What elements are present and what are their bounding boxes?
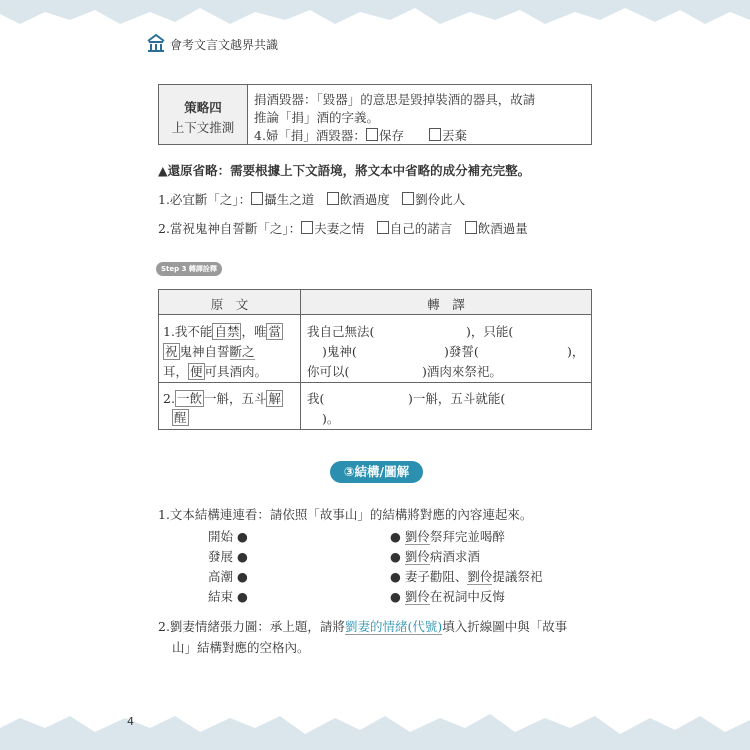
match-right-3-dot[interactable]: ● [390,569,405,584]
match-right-1-dot[interactable]: ● [390,529,405,544]
t1-line1-b: )，只能( [466,324,514,339]
r1-text-a: 1.我不能 [163,324,213,339]
restore-q1-prefix: 1.必宜斷「之」： [158,192,252,207]
step3-badge: Step 3 轉譯詮釋 [156,262,222,276]
checkbox-q1-opt2[interactable] [327,192,339,205]
section3-title: ③結構/圖解 [330,461,423,483]
checkbox-keep[interactable] [366,128,378,141]
tension-question-line2: 山」結構對應的空格內。 [172,640,310,655]
strategy-q4-opt2: 丟棄 [441,128,467,143]
r1-box-bian: 便 [190,364,203,379]
match-right-3-name: 劉伶 [467,569,493,584]
r1-box-dang: 當 [268,324,281,339]
match-right-3-post: 提議祭祀 [492,569,543,584]
match-right-1-name: 劉伶 [404,529,430,544]
tension-line1-c: 填入折線圖中與「故事 [442,619,568,634]
header-title: 會考文言文越界共識 [170,38,279,52]
row2-original-line2 [172,409,189,426]
strategy-text-line2: 推論「捐」酒的字義。 [254,110,380,125]
table-header-original-label: 原 文 [210,297,249,312]
checkbox-q1-opt3[interactable] [402,192,414,205]
match-left-1-label: 開始 [208,529,234,544]
match-left-2-label: 發展 [208,549,234,564]
match-left-4 [208,587,248,605]
r2-text-a: 2. [163,391,175,406]
table-header-translation-label: 轉 譯 [427,297,465,312]
match-left-2-dot[interactable]: ● [237,549,248,564]
t1-line2-c: )， [567,344,585,359]
q1-option-3: 劉伶此人 [415,192,466,207]
match-question: 1.文本結構連連看：請依照「故事山」的結構將對應的內容連起來。 [158,507,533,522]
match-left-3 [208,567,248,585]
row1-original-line1 [163,322,283,340]
bottom-wave-band [0,706,750,750]
q1-option-1: 攝生之道 [264,192,315,207]
r1-text-b: ，唯 [241,324,267,339]
match-left-1 [208,527,248,545]
match-right-3 [390,567,542,585]
strategy-label-cell [158,84,248,145]
strategy-q4 [254,126,467,144]
row1-original-line2 [163,342,255,360]
q1-option-2: 飲酒過度 [339,192,390,207]
top-wave-band [0,0,750,34]
restore-q2 [158,219,528,237]
strategy-label-top: 策略四 [184,100,222,115]
tension-line1-a: 2.劉妻情緒張力圖：承上題，請將 [158,619,345,634]
strategy-text-line1: 捐酒毀器：「毀器」的意思是毀掉裝酒的器具，故請 [254,92,536,107]
row2-original-line1 [163,389,283,407]
r2-text-b: 一斛，五斗 [203,391,267,406]
tension-question-line1 [158,617,567,635]
match-left-4-label: 結束 [208,589,234,604]
r1-text-e: 耳， [163,364,189,379]
r1-text-f: 可具酒肉。 [204,364,268,379]
match-left-3-dot[interactable]: ● [237,569,248,584]
checkbox-q2-opt3[interactable] [465,221,477,234]
match-right-2-dot[interactable]: ● [390,549,405,564]
r1-box-zhu: 祝 [165,344,178,359]
r1-box-zijin: 自禁 [214,324,240,339]
match-right-3-pre: 妻子勸阻、 [404,569,468,584]
row1-original-line3 [163,362,267,380]
t1-line3-b: )酒肉來祭祀。 [422,364,502,379]
checkbox-discard[interactable] [429,128,441,141]
r1-underline-duanzhi: 斷之 [229,344,255,359]
t1-line2-a: )鬼神( [322,344,357,359]
match-right-4-post: 在祝詞中反悔 [429,589,505,604]
match-left-2 [208,547,248,565]
match-right-1 [390,527,505,545]
t1-line3-a: 你可以( [307,364,350,379]
strategy-q4-opt1: 保存 [378,128,404,143]
t2-line1-b: )一斛，五斗就能( [408,391,506,406]
restore-q2-prefix: 2.當祝鬼神自誓斷「之」： [158,221,302,236]
tension-line1-highlight: 劉妻的情緒(代號) [344,619,443,634]
match-left-3-label: 高潮 [208,569,234,584]
t1-line1-a: 我自己無法( [307,324,375,339]
restore-heading: ▲還原省略：需要根據上下文語境，將文本中省略的成分補充完整。 [158,163,531,178]
match-right-2-name: 劉伶 [404,549,430,564]
match-left-4-dot[interactable]: ● [237,589,248,604]
match-right-4-name: 劉伶 [404,589,430,604]
table-header-translation [300,289,592,315]
match-right-4-dot[interactable]: ● [390,589,405,604]
match-right-2 [390,547,480,565]
strategy-q4-prefix: 4.婦「捐」酒毀器： [254,128,366,143]
r1-text-d: 鬼神自誓 [179,344,230,359]
building-icon [146,33,166,53]
page-number: 4 [127,715,134,728]
table-header-original [158,289,301,315]
checkbox-q2-opt1[interactable] [301,221,313,234]
t2-line1-a: 我( [307,391,325,406]
q2-option-1: 夫妻之情 [314,221,365,236]
match-right-4 [390,587,505,605]
t1-line2-b: )發誓( [444,344,479,359]
match-right-1-post: 祭拜完並喝醉 [429,529,505,544]
match-right-2-post: 病酒求酒 [429,549,480,564]
r2-box-cheng: 酲 [174,410,187,425]
r2-box-jie: 解 [268,391,281,406]
strategy-label-bottom: 上下文推測 [171,120,235,135]
match-left-1-dot[interactable]: ● [237,529,248,544]
checkbox-q2-opt2[interactable] [377,221,389,234]
checkbox-q1-opt1[interactable] [251,192,263,205]
t2-line2: )。 [322,411,340,426]
q2-option-2: 自己的諾言 [389,221,453,236]
restore-q1 [158,190,465,208]
q2-option-3: 飲酒過量 [477,221,528,236]
r2-box-yiyin: 一飲 [176,391,202,406]
